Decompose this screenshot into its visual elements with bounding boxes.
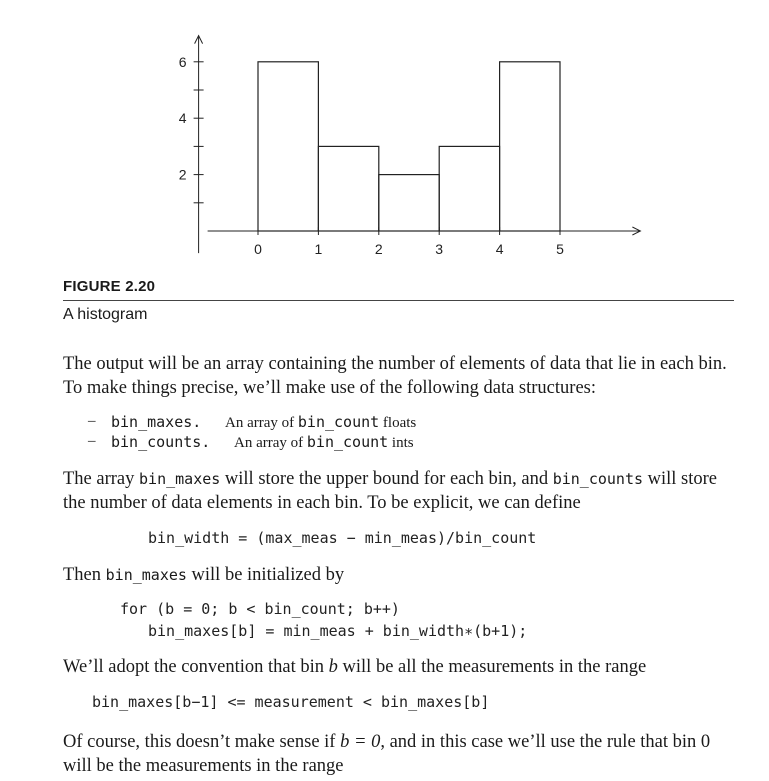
histogram-bar (379, 175, 439, 231)
list-item-name: bin_maxes. (111, 413, 202, 431)
list-dash: – (88, 413, 96, 429)
math-variable: b (328, 657, 338, 677)
desc-text: An array of (234, 435, 304, 451)
para-code: bin_maxes (105, 566, 187, 584)
x-tick-label: 1 (314, 241, 323, 257)
histogram-bar (258, 62, 318, 231)
code-for-loop: for (b = 0; b < bin_count; b++) (120, 600, 400, 618)
desc-code: bin_count (306, 433, 389, 451)
x-tick-label: 4 (495, 241, 504, 257)
y-tick-label: 6 (178, 53, 187, 70)
desc-code: bin_count (297, 413, 380, 431)
code-range-condition: bin_maxes[b−1] <= measurement < bin_maxes[b] (92, 693, 490, 711)
paragraph-convention (63, 655, 738, 679)
math-expression: b = 0 (340, 732, 381, 752)
list-item-description (225, 413, 416, 432)
chart-axes (195, 36, 641, 254)
x-tick-label: 0 (254, 241, 262, 257)
x-tick-label: 3 (435, 241, 444, 257)
para-text: will be initialized by (191, 565, 345, 585)
para-text: will store the upper bound for each bin, and (224, 469, 549, 489)
code-bin-width: bin_width = (max_meas − min_meas)/bin_count (148, 529, 537, 547)
para-text: , and in this case we’ll use the rule that bin 0 will be the measurements in the range (63, 732, 711, 776)
list-item-name: bin_counts. (111, 433, 211, 451)
para-text: We’ll adopt the convention that bin (63, 657, 325, 677)
figure-divider (63, 300, 734, 301)
para-text: Then (63, 565, 102, 585)
x-tick-label: 5 (556, 241, 564, 257)
desc-text: floats (382, 415, 417, 431)
histogram-bar (500, 62, 560, 231)
list-item-description (234, 433, 414, 452)
para-code: bin_maxes (139, 470, 221, 488)
histogram-chart (0, 0, 769, 270)
paragraph-output-description: The output will be an array containing the number of elements of data that lie in each bin. To make things precise, we’ll make use of the following data structures: (63, 354, 727, 398)
histogram-bar (318, 146, 378, 231)
para-text: will store the number of data elements in each bin. To be explicit, we can define (63, 469, 718, 513)
chart-ticks (179, 54, 564, 257)
chart-bars (258, 62, 560, 231)
paragraph-arrays (63, 467, 738, 515)
para-text: Of course, this doesn’t make sense if (63, 732, 336, 752)
y-tick-label: 4 (178, 110, 187, 127)
paragraph-bin-zero (63, 730, 738, 778)
desc-text: ints (391, 435, 414, 451)
desc-text: An array of (225, 415, 295, 431)
para-code: bin_counts (552, 470, 644, 488)
code-for-body: bin_maxes[b] = min_meas + bin_width∗(b+1); (148, 622, 528, 640)
histogram-bar (439, 146, 499, 231)
figure-label: FIGURE 2.20 (63, 278, 156, 295)
figure-caption: A histogram (63, 306, 148, 323)
para-text: will be all the measurements in the range (342, 657, 647, 677)
paragraph-initialized (63, 563, 738, 587)
para-text: The array (63, 469, 135, 489)
x-tick-label: 2 (374, 241, 383, 257)
list-dash: – (88, 433, 96, 449)
y-tick-label: 2 (178, 166, 187, 183)
